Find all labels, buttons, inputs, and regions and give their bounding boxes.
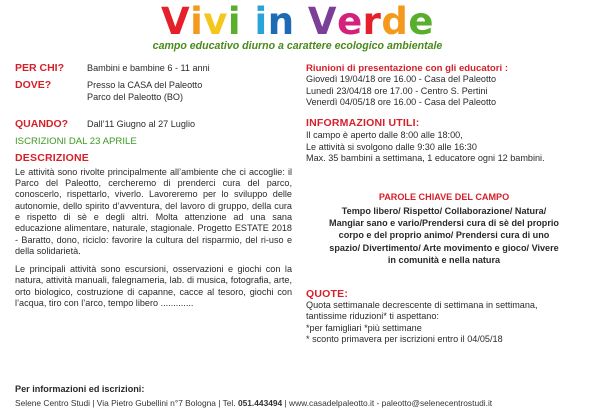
footer-contact: [15, 398, 492, 408]
parole-line: corpo e del proprio animo/ Prendersi cura di uno: [338, 230, 550, 241]
dove-value: [87, 80, 292, 103]
quote-list: [306, 300, 582, 345]
info-heading: INFORMAZIONI UTILI:: [306, 117, 420, 130]
parole-line: spazio/ Divertimento/ Arte movimento e gioco/ Vivere: [329, 242, 559, 253]
quando-label: QUANDO?: [15, 117, 69, 130]
descrizione-heading: DESCRIZIONE: [15, 152, 89, 165]
parole-line: Mangiar sano e vario/Prendersi cura di sè del proprio: [329, 218, 559, 229]
descrizione-paragraph-1: Le attività sono rivolte principalmente all’ambiente che ci accoglie: il Parco del Paleotto, cercheremo di prenderci cura del parco, conoscerlo, rispettarlo, viverlo. Lavoreremo per lo sviluppo delle autonomie, dello spirito d’avventura, del lavoro di gruppo, della cura e rispetto di sè e degli altri. Molta attenzione ad una sana educazione alimentare, naturale, stagionale. Progetto ESTATE 2018 - Baratto, dono, riciclo: favorire la cultura del risparmio, del ri-uso e della solidarietà.: [15, 166, 292, 256]
quando-value: Dall’11 Giugno al 27 Luglio: [87, 118, 196, 129]
left-column: [15, 63, 292, 309]
riunione-item: Giovedì 19/04/18 ore 16.00 - Casa del Paleotto: [306, 74, 497, 85]
dove-label: DOVE?: [15, 79, 52, 92]
quando-row: [15, 119, 292, 130]
right-column: [306, 63, 582, 345]
per-chi-label: PER CHI?: [15, 62, 65, 74]
descrizione-paragraph-2: Le principali attività sono escursioni, osservazioni e giochi con la natura, attività manuali, falegnameria, lab. di musica, fotografia, arte, orto biologico, costruzione di capanne, cacce al tesoro, giochi con l’acqua, tiro con l’arco, tempo libero .............: [15, 264, 292, 309]
title-letter: d: [381, 0, 409, 43]
parole-line: Tempo libero/ Rispetto/ Collaborazione/ Natura/: [341, 205, 547, 216]
quote-line: *per famigliari *più settimane: [306, 322, 422, 333]
dove-line1: Presso la CASA del Paleotto: [87, 80, 203, 91]
title-letter: V: [160, 0, 191, 43]
per-chi-value: Bambini e bambine 6 - 11 anni: [87, 63, 210, 73]
parole-heading: PAROLE CHIAVE DEL CAMPO: [378, 192, 510, 203]
footer-title: Per informazioni ed iscrizioni:: [15, 384, 145, 394]
riunioni-list: [306, 74, 582, 108]
quote-line: tantissime riduzioni* ti aspettano:: [306, 311, 439, 322]
dove-line2: Parco del Paleotto (BO): [87, 91, 184, 102]
title-letter: v: [203, 0, 228, 43]
info-item: Il campo è aperto dalle 8:00 alle 18:00,: [306, 130, 463, 141]
quote-line: Quota settimanale decrescente di settimana in settimana,: [306, 300, 538, 310]
parole-line: in comunità e nella natura: [387, 255, 501, 266]
info-item: Le attività si svolgono dalle 9:30 alle 16:30: [306, 141, 477, 152]
footer-telephone: 051.443494: [237, 398, 283, 408]
footer-web-email: | www.casadelpaleotto.it - paleotto@selenecentrostudi.it: [282, 398, 493, 408]
title-letter: i: [190, 0, 204, 43]
parole-list: [306, 205, 582, 267]
title-letter: [295, 2, 308, 42]
per-chi-row: [15, 63, 292, 74]
flyer-title: [0, 2, 595, 42]
riunione-item: Venerdì 04/05/18 ore 16.00 - Casa del Paleotto: [306, 96, 497, 107]
title-letter: n: [267, 0, 295, 43]
title-letter: r: [362, 0, 382, 43]
riunioni-heading: Riunioni di presentazione con gli educatori :: [306, 63, 509, 74]
riunione-item: Lunedì 23/04/18 ore 17.00 - Centro S. Pertini: [306, 85, 488, 96]
quote-line: * sconto primavera per iscrizioni entro il 04/05/18: [306, 333, 503, 344]
title-letter: [241, 2, 254, 42]
info-list: [306, 130, 582, 164]
title-letter: e: [337, 0, 363, 43]
title-letter: e: [408, 0, 435, 43]
title-letter: i: [227, 0, 242, 43]
dove-row: [15, 80, 292, 103]
title-letter: V: [307, 0, 338, 43]
quote-heading: QUOTE:: [306, 287, 349, 300]
info-item: Max. 35 bambini a settimana, 1 educatore ogni 12 bambini.: [306, 153, 545, 164]
title-letter: i: [254, 0, 268, 43]
footer-address: Selene Centro Studi | Via Pietro Gubellini n°7 Bologna | Tel.: [15, 398, 238, 408]
iscrizioni-date: ISCRIZIONI DAL 23 APRILE: [15, 136, 137, 148]
flyer-subtitle: campo educativo diurno a carattere ecologico ambientale: [152, 40, 443, 52]
